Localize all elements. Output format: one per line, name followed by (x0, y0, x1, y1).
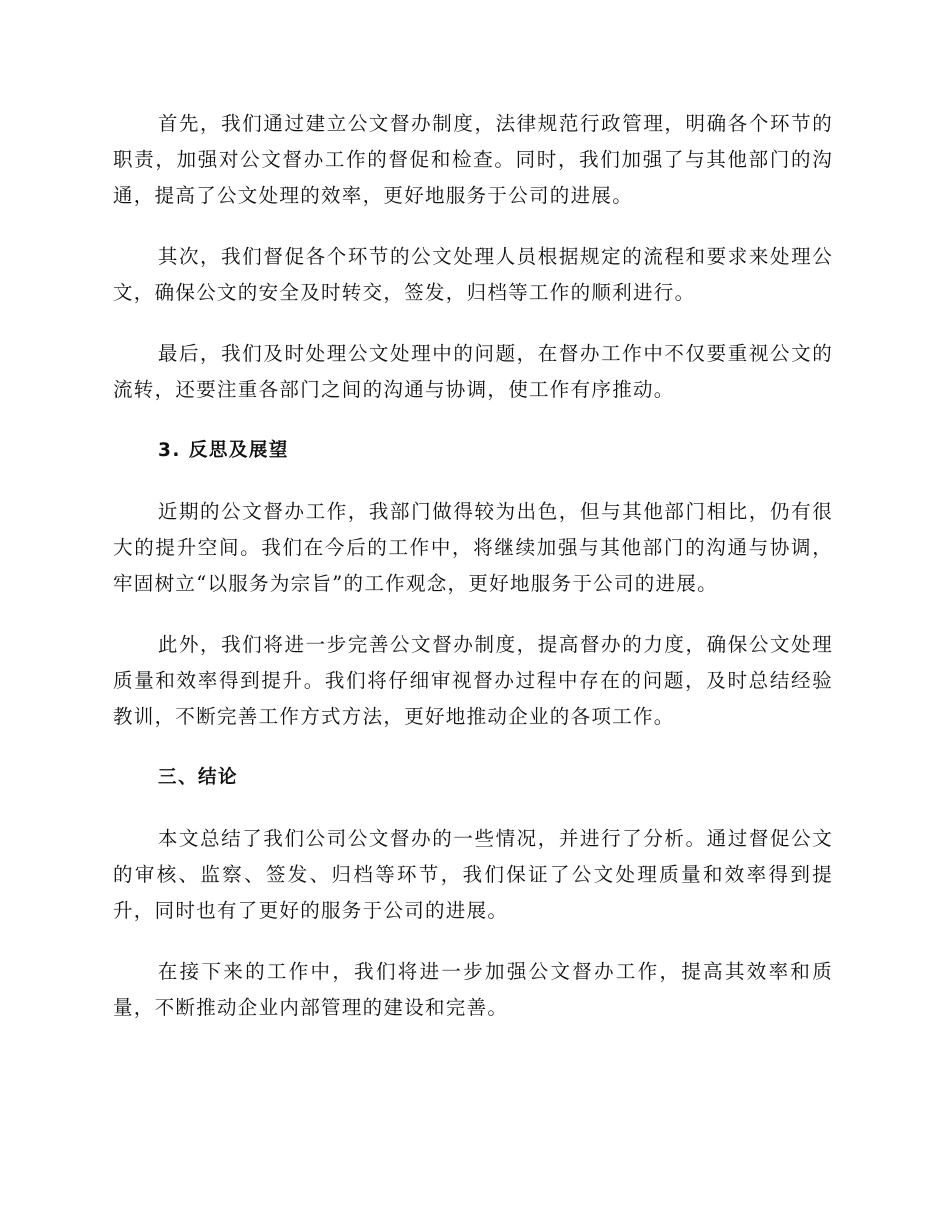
paragraph-supervision-system: 首先，我们通过建立公文督办制度，法律规范行政管理，明确各个环节的职责，加强对公文督办工作的督促和检查。同时，我们加强了与其他部门的沟通，提高了公文处理的效率，更好地服务于公司的进展。 (113, 112, 833, 207)
paragraph-summary: 本文总结了我们公司公文督办的一些情况，并进行了分析。通过督促公文的审核、监察、签发、归档等环节，我们保证了公文处理质量和效率得到提升，同时也有了更好的服务于公司的进展。 (113, 827, 833, 922)
paragraph-process-staff: 其次，我们督促各个环节的公文处理人员根据规定的流程和要求来处理公文，确保公文的安全及时转交，签发，归档等工作的顺利进行。 (113, 245, 833, 304)
paragraph-problem-handling: 最后，我们及时处理公文处理中的问题，在督办工作中不仅要重视公文的流转，还要注重各部门之间的沟通与协调，使工作有序推动。 (113, 342, 833, 401)
paragraph-recent-work: 近期的公文督办工作，我部门做得较为出色，但与其他部门相比，仍有很大的提升空间。我们在今后的工作中，将继续加强与其他部门的沟通与协调，牢固树立“以服务为宗旨”的工作观念，更好地服务于公司的进展。 (113, 500, 833, 595)
section-heading-conclusion: 三、结论 (158, 767, 239, 788)
paragraph-next-steps: 在接下来的工作中，我们将进一步加强公文督办工作，提高其效率和质量，不断推动企业内部管理的建设和完善。 (113, 960, 833, 1019)
section-heading-reflection: 3. 反思及展望 (158, 440, 289, 461)
paragraph-further-improvement: 此外，我们将进一步完善公文督办制度，提高督办的力度，确保公文处理质量和效率得到提升。我们将仔细审视督办过程中存在的问题，及时总结经验教训，不断完善工作方式方法，更好地推动企业的各项工作。 (113, 633, 833, 728)
document-body (113, 106, 833, 1051)
